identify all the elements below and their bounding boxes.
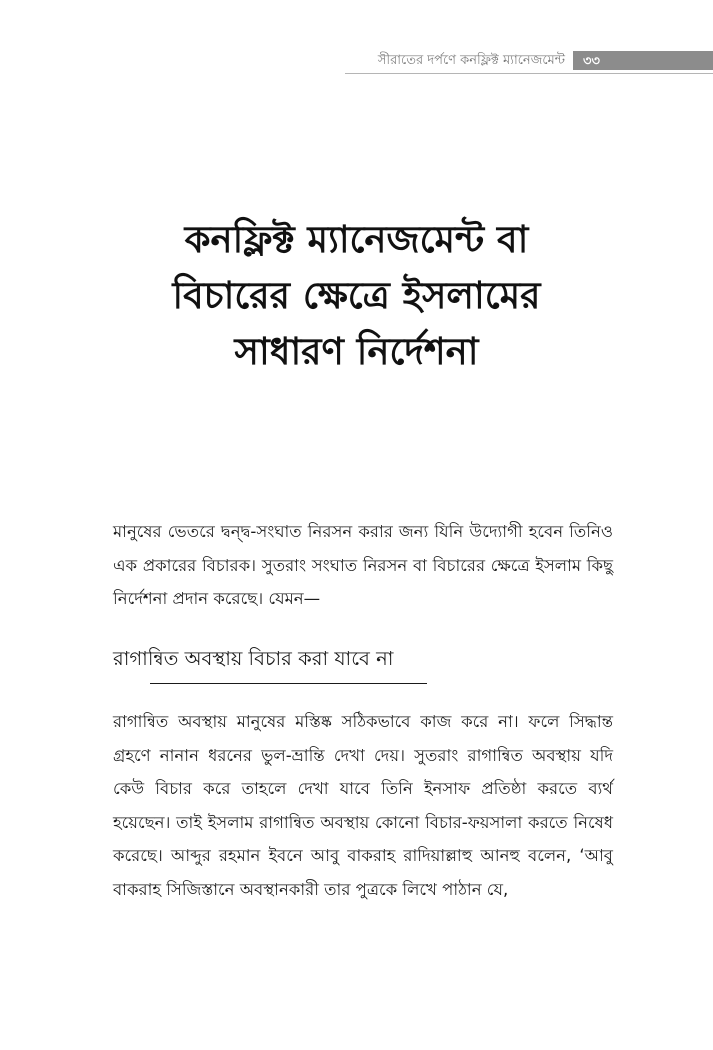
page-number-box — [573, 51, 713, 70]
intro-paragraph: মানুষের ভেতরে দ্বন্দ্ব-সংঘাত নিরসন করার জন্য যিনি উদ্যোগী হবেন তিনিও এক প্রকারের বিচারক। সুতরাং সংঘাত নিরসন বা বিচারের ক্ষেত্রে ইসলাম কিছু নির্দেশনা প্রদান করেছে। যেমন— — [113, 522, 613, 608]
section-heading: রাগান্বিত অবস্থায় বিচার করা যাবে না — [113, 647, 394, 670]
chapter-title — [80, 212, 633, 380]
page-number: ৩৩ — [583, 54, 600, 69]
chapter-title-line-3: সাধারণ নির্দেশনা — [234, 330, 479, 373]
section-paragraph: রাগান্বিত অবস্থায় মানুষের মস্তিষ্ক সঠিকভাবে কাজ করে না। ফলে সিদ্ধান্ত গ্রহণে নানান ধরনের ভুল-ভ্রান্তি দেখা দেয়। সুতরাং রাগান্বিত অবস্থায় যদি কেউ বিচার করে তাহলে দেখা যাবে তিনি ইনসাফ প্রতিষ্ঠা করতে ব্যর্থ হয়েছেন। তাই ইসলাম রাগান্বিত অবস্থায় কোনো বিচার-ফয়সালা করতে নিষেধ করেছে। আব্দুর রহমান ইবনে আবু বাকরাহ রাদিয়াল্লাহু আনহু বলেন, ‘আবু বাকরাহ সিজিস্তানে অবস্থানকারী তার পুত্রকে লিখে পাঠান যে, — [113, 712, 613, 899]
header-rule — [345, 73, 713, 74]
running-header — [345, 48, 713, 74]
chapter-title-line-1: কনফ্লিক্ট ম্যানেজমেন্ট বা — [184, 218, 529, 261]
running-title: সীরাতের দর্পণে কনফ্লিক্ট ম্যানেজমেন্ট — [377, 53, 565, 68]
section-heading-underline — [150, 683, 427, 684]
chapter-title-line-2: বিচারের ক্ষেত্রে ইসলামের — [172, 274, 541, 317]
